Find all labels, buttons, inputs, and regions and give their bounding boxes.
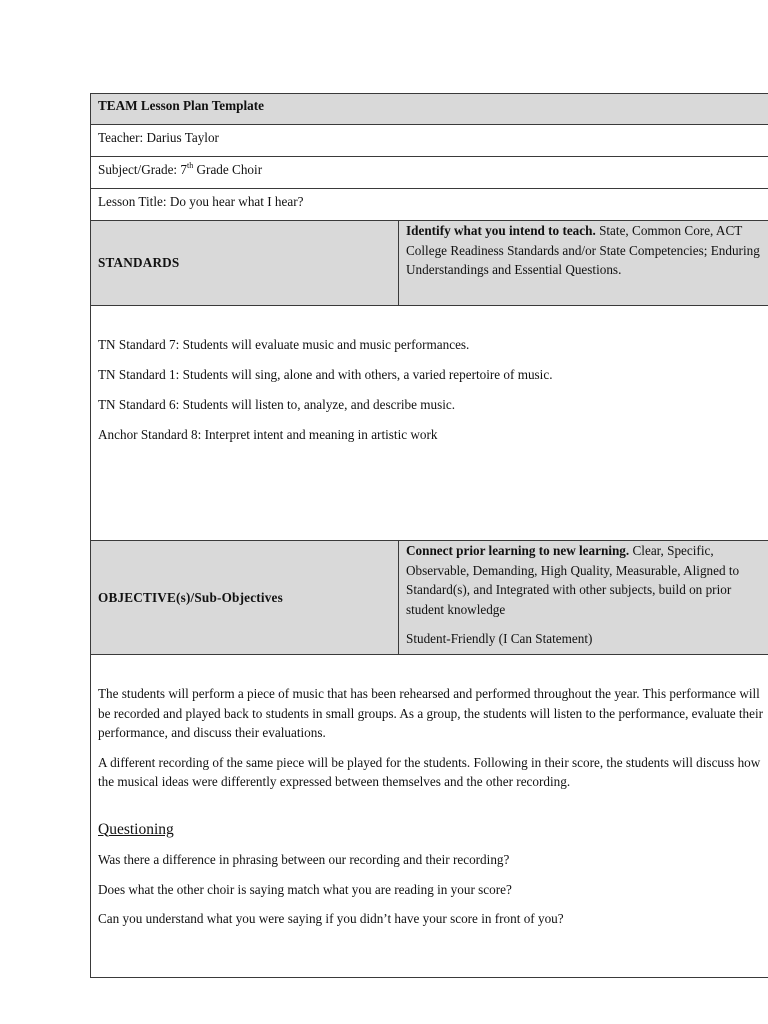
objectives-description	[399, 541, 768, 655]
standards-body	[91, 306, 768, 541]
standard-item: Anchor Standard 8: Interpret intent and meaning in artistic work	[98, 427, 438, 442]
subject-superscript: th	[187, 161, 194, 170]
objective-paragraph: The students will perform a piece of music that has been rehearsed and performed throughout the year. This performance will be recorded and played back to students in small groups. As a group, the students will listen to the performance, evaluate their performance, and discuss their evaluations.	[98, 686, 764, 740]
objectives-desc-student-friendly: Student-Friendly (I Can Statement)	[406, 631, 593, 646]
lesson-title-text: Lesson Title: Do you hear what I hear?	[98, 194, 304, 209]
objectives-desc-bold: Connect prior learning to new learning.	[406, 543, 630, 558]
standards-desc-rest: State, Common Core, ACT College Readiness Standards and/or State Competencies; Enduring Understandings and Essential Questions.	[406, 223, 760, 277]
objectives-desc-main	[406, 541, 768, 619]
template-title-text: TEAM Lesson Plan Template	[98, 98, 264, 113]
question-item: Can you understand what you were saying if you didn’t have your score in front of you?	[98, 911, 564, 926]
subject-grade-row	[91, 157, 768, 189]
objectives-desc-rest: Clear, Specific, Observable, Demanding, High Quality, Measurable, Aligned to Standard(s), and Integrated with other subjects, build on prior student knowledge	[406, 543, 740, 617]
standard-item: TN Standard 1: Students will sing, alone and with others, a varied repertoire of music.	[98, 367, 553, 382]
standards-label-text: STANDARDS	[98, 255, 180, 271]
template-title	[91, 94, 768, 125]
objective-paragraph: A different recording of the same piece will be played for the students. Following in their score, the students will discuss how the musical ideas were differently expressed between themselves and the other recording.	[98, 754, 761, 789]
standards-description	[399, 221, 768, 306]
questioning-heading: Questioning	[98, 820, 174, 838]
standards-desc-bold: Identify what you intend to teach.	[406, 223, 596, 238]
question-item: Does what the other choir is saying match what you are reading in your score?	[98, 881, 512, 897]
question-item: Was there a difference in phrasing between our recording and their recording?	[98, 852, 510, 867]
lesson-title-row	[91, 189, 768, 221]
subject-prefix: Subject/Grade: 7	[98, 162, 187, 177]
standard-item: TN Standard 7: Students will evaluate music and music performances.	[98, 337, 470, 352]
objectives-label	[91, 541, 399, 655]
objectives-body	[91, 655, 768, 978]
standards-label	[91, 221, 399, 306]
lesson-plan-table	[90, 93, 768, 978]
standard-item: TN Standard 6: Students will listen to, analyze, and describe music.	[98, 397, 456, 412]
teacher-text: Teacher: Darius Taylor	[98, 130, 219, 145]
teacher-row	[91, 125, 768, 157]
subject-suffix: Grade Choir	[193, 162, 263, 177]
objectives-label-text: OBJECTIVE(s)/Sub-Objectives	[98, 589, 283, 605]
